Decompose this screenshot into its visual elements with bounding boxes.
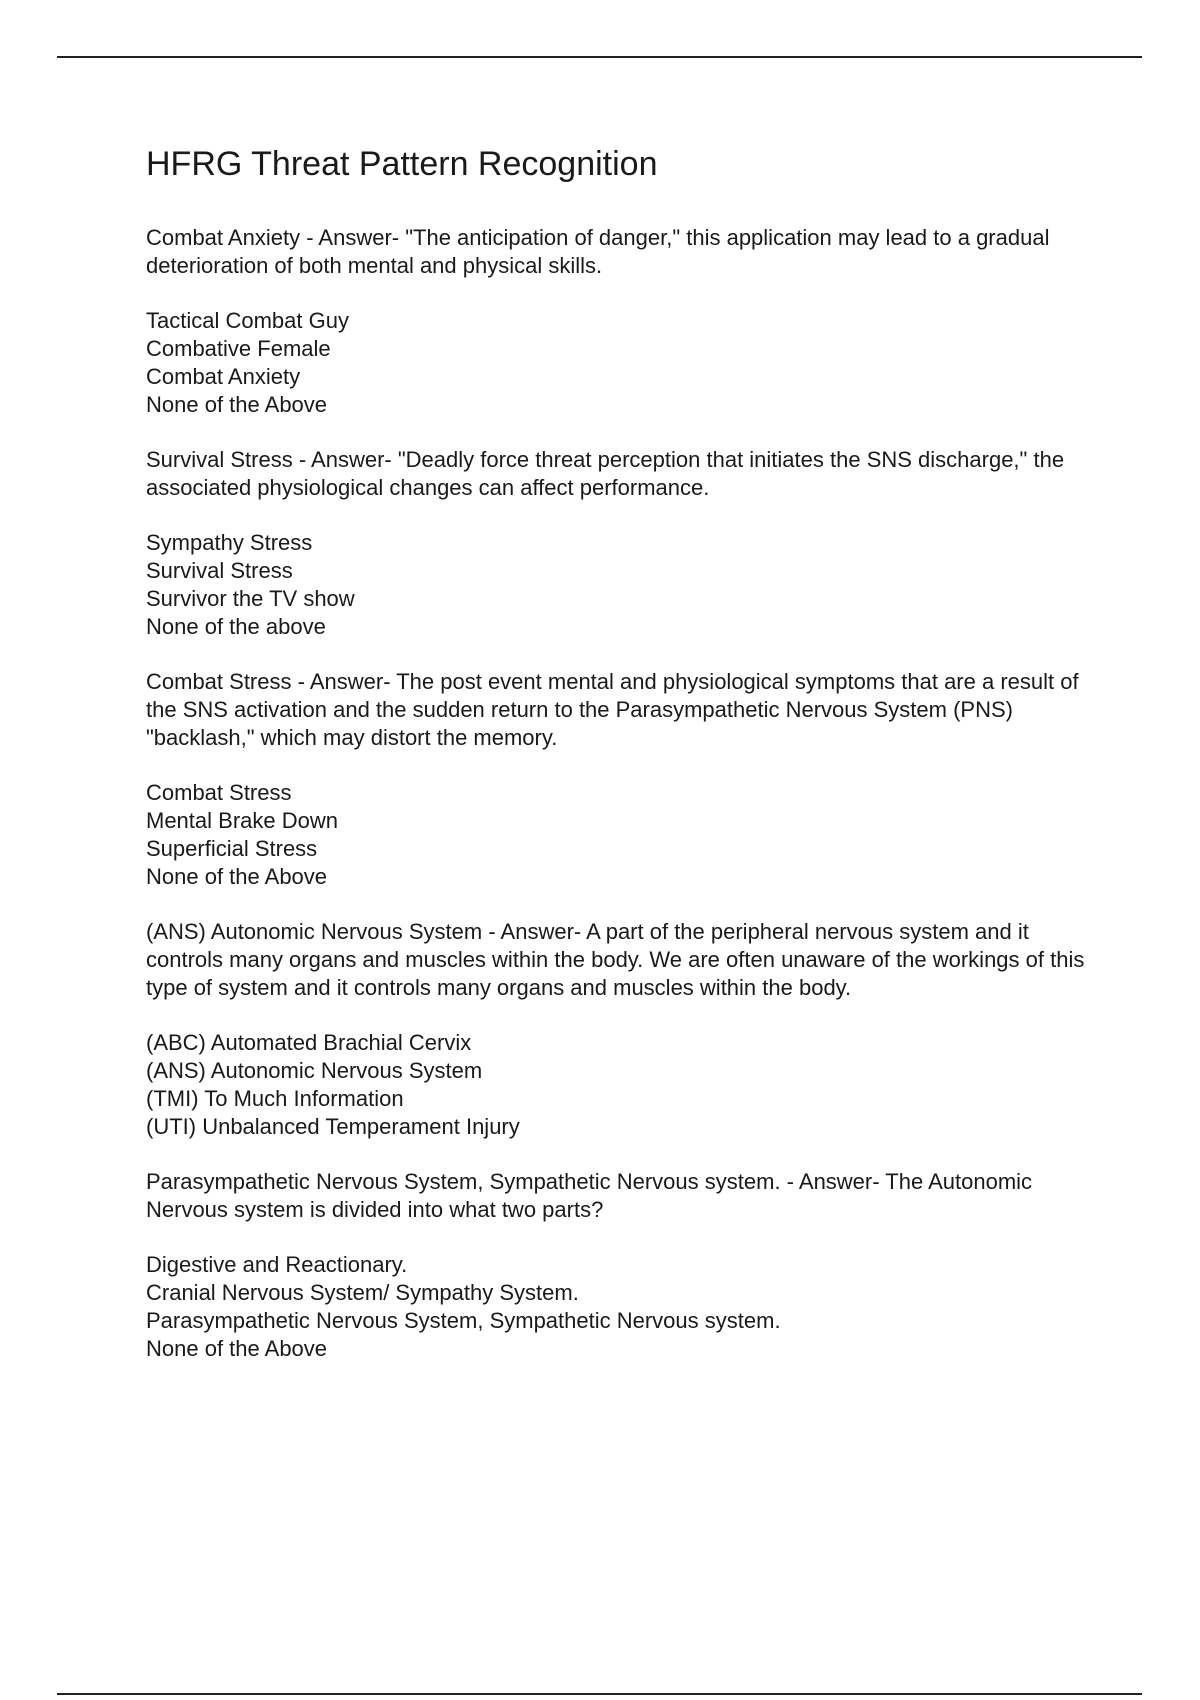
option-item: Cranial Nervous System/ Sympathy System. bbox=[146, 1280, 579, 1305]
option-item: Combative Female bbox=[146, 336, 331, 361]
top-divider bbox=[57, 56, 1142, 58]
option-item: (UTI) Unbalanced Temperament Injury bbox=[146, 1114, 520, 1139]
option-item: Sympathy Stress bbox=[146, 530, 313, 555]
bottom-divider bbox=[57, 1693, 1142, 1695]
option-item: (ANS) Autonomic Nervous System bbox=[146, 1058, 483, 1083]
question-answer-text: Combat Stress - Answer- The post event mental and physiological symptoms that are a result of the SNS activation and the sudden return to the Parasympathetic Nervous System (PNS) "backlash," which may distort the memory. bbox=[146, 669, 1079, 750]
option-list bbox=[146, 1029, 1086, 1141]
option-item: Mental Brake Down bbox=[146, 808, 338, 833]
option-item: None of the Above bbox=[146, 1336, 328, 1361]
option-item: Combat Anxiety bbox=[146, 364, 301, 389]
option-item: (ABC) Automated Brachial Cervix bbox=[146, 1030, 472, 1055]
option-list bbox=[146, 307, 1086, 419]
question-item bbox=[146, 224, 1086, 419]
option-item: Digestive and Reactionary. bbox=[146, 1252, 408, 1277]
option-item: Combat Stress bbox=[146, 780, 292, 805]
option-item: None of the Above bbox=[146, 864, 328, 889]
question-answer-text: Survival Stress - Answer- "Deadly force threat perception that initiates the SNS discharge," the associated physiological changes can affect performance. bbox=[146, 447, 1065, 500]
option-list bbox=[146, 779, 1086, 891]
option-item: Tactical Combat Guy bbox=[146, 308, 349, 333]
option-item: Superficial Stress bbox=[146, 836, 318, 861]
option-item: None of the Above bbox=[146, 392, 328, 417]
question-list bbox=[146, 224, 1086, 1363]
option-item: Parasympathetic Nervous System, Sympathetic Nervous system. bbox=[146, 1308, 781, 1333]
option-item: Survivor the TV show bbox=[146, 586, 355, 611]
document-body bbox=[146, 142, 1086, 1363]
question-item bbox=[146, 446, 1086, 641]
option-list bbox=[146, 1251, 1086, 1363]
question-item bbox=[146, 1168, 1086, 1363]
option-item: Survival Stress bbox=[146, 558, 293, 583]
question-item bbox=[146, 918, 1086, 1141]
question-answer-text: (ANS) Autonomic Nervous System - Answer- A part of the peripheral nervous system and it controls many organs and muscles within the body. We are often unaware of the workings of this type of system and it controls many organs and muscles within the body. bbox=[146, 919, 1085, 1000]
question-item bbox=[146, 668, 1086, 891]
option-list bbox=[146, 529, 1086, 641]
option-item: (TMI) To Much Information bbox=[146, 1086, 404, 1111]
document-title: HFRG Threat Pattern Recognition bbox=[146, 145, 658, 183]
question-answer-text: Combat Anxiety - Answer- "The anticipation of danger," this application may lead to a gradual deterioration of both mental and physical skills. bbox=[146, 225, 1050, 278]
option-item: None of the above bbox=[146, 614, 326, 639]
question-answer-text: Parasympathetic Nervous System, Sympathetic Nervous system. - Answer- The Autonomic Nervous system is divided into what two parts? bbox=[146, 1169, 1033, 1222]
